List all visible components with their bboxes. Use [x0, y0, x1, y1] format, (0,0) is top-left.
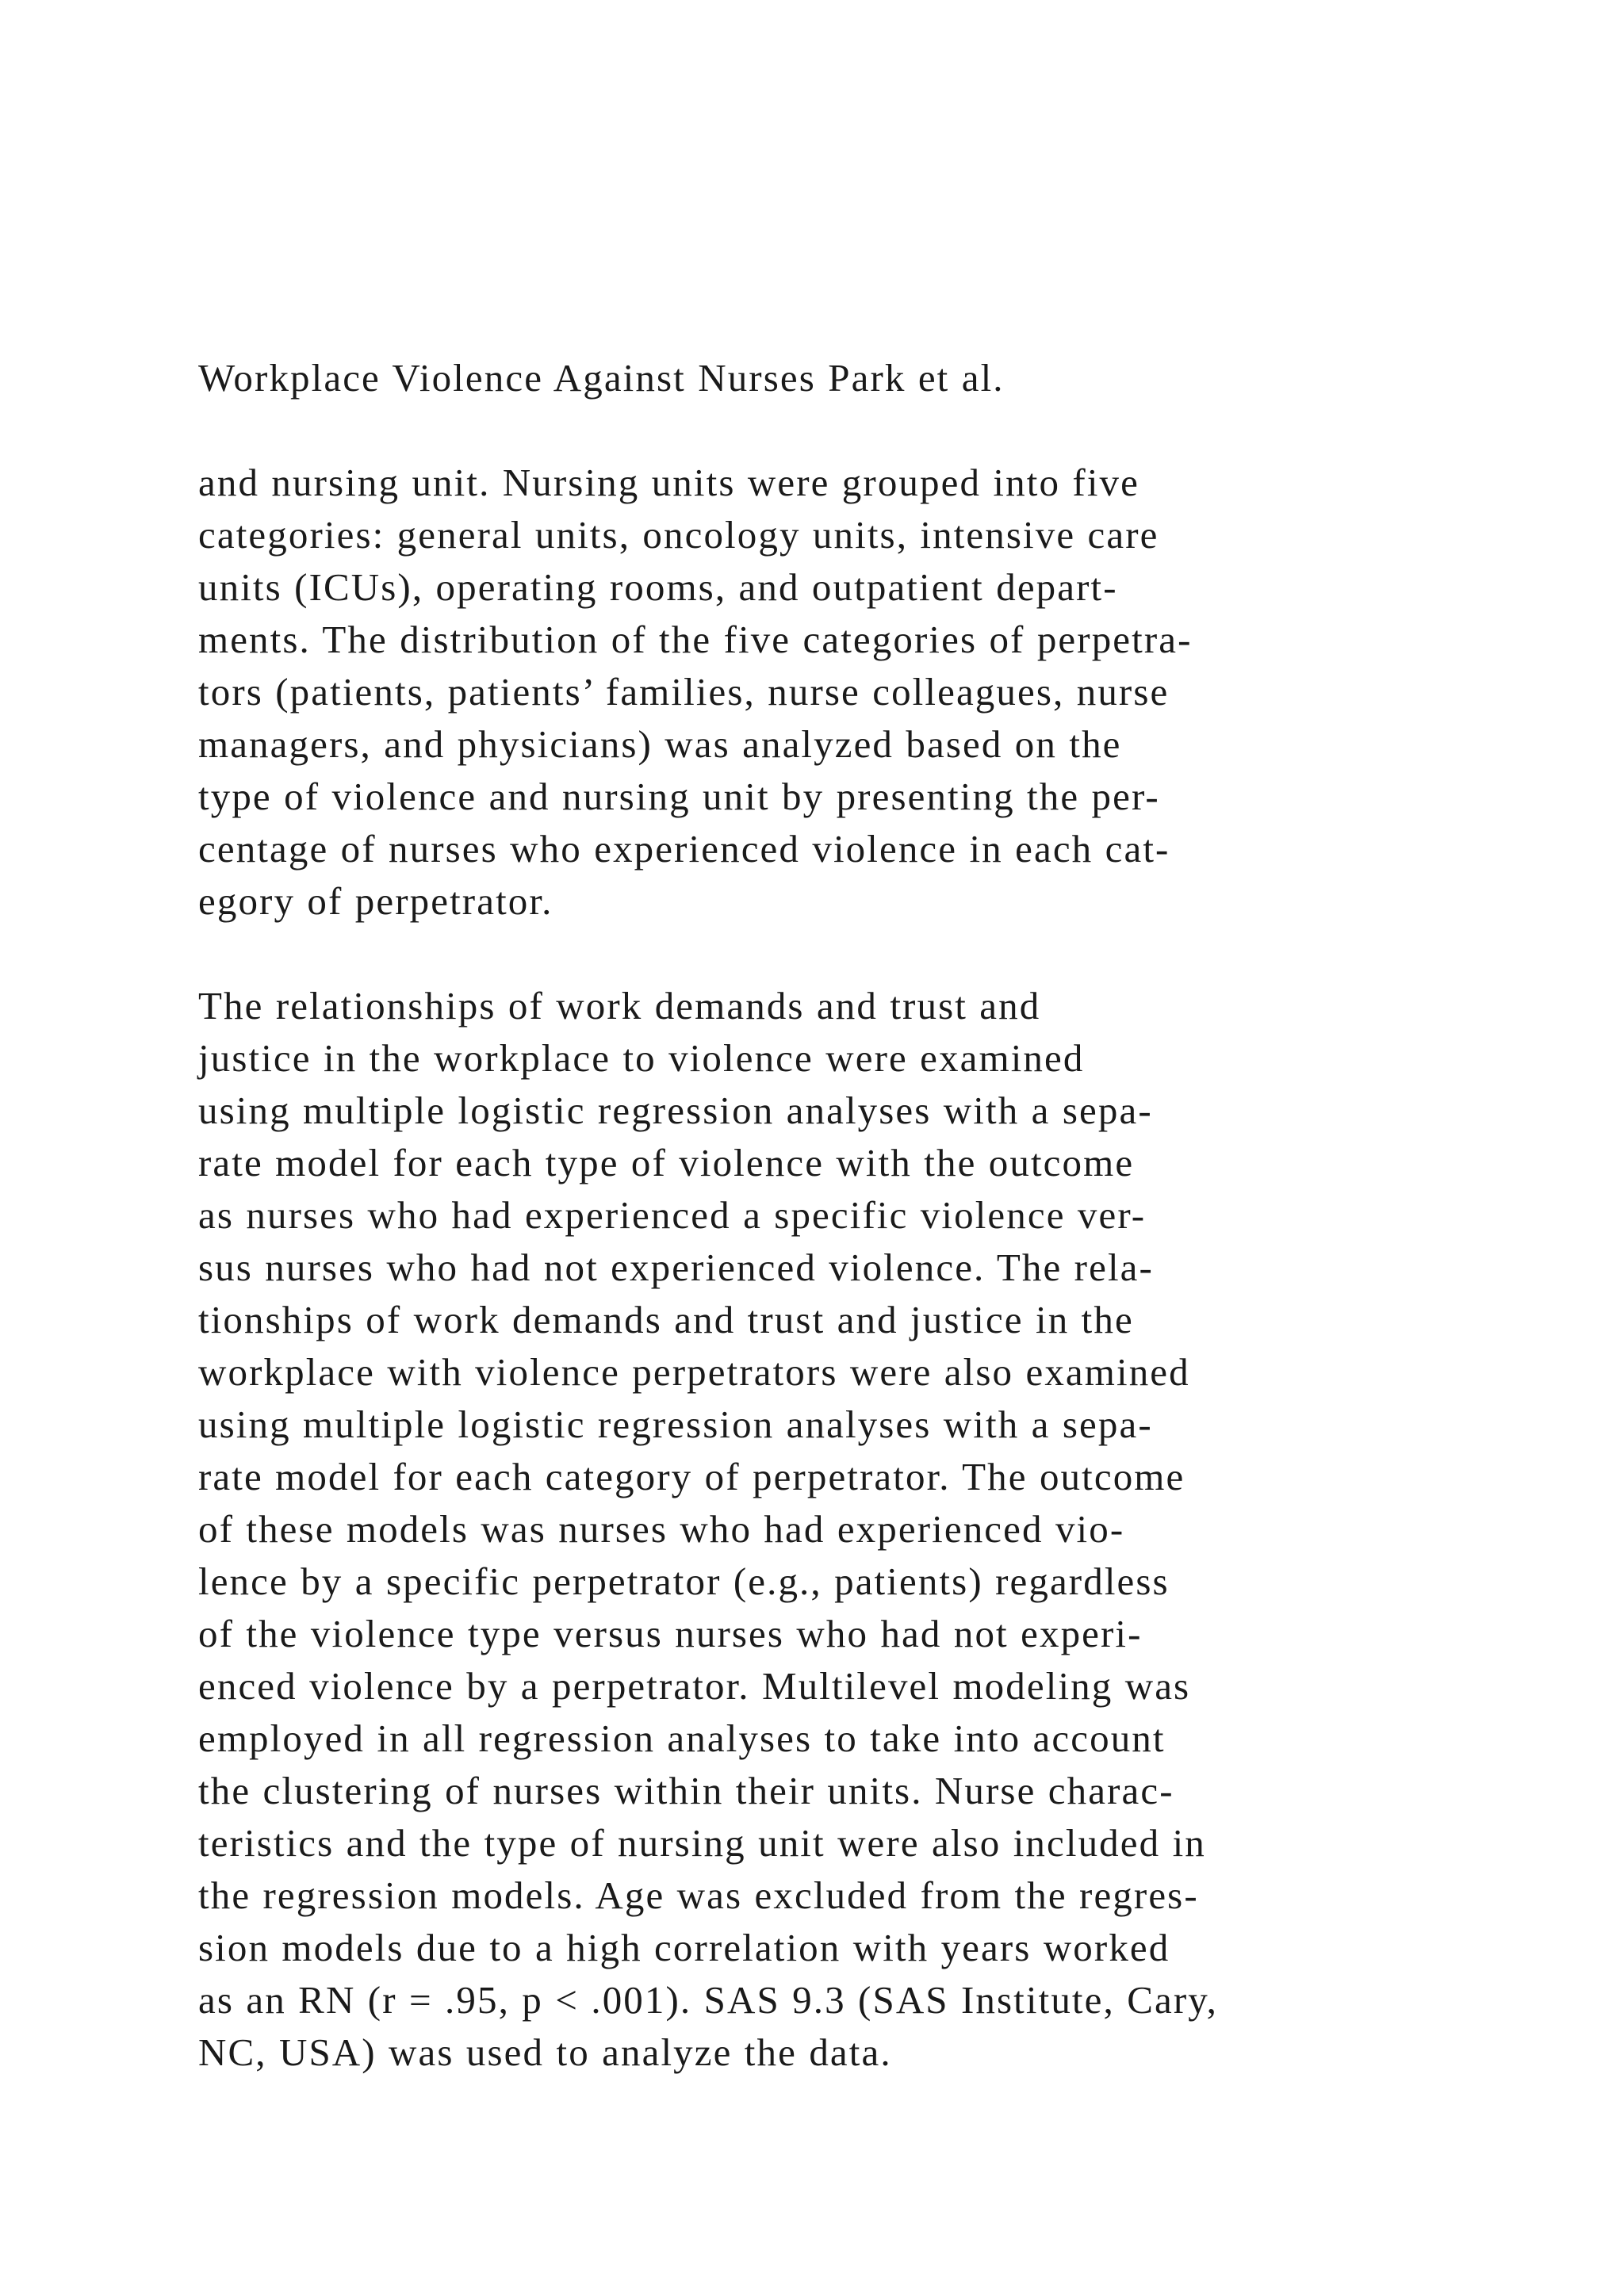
text-line: of the violence type versus nurses who had not experi- — [198, 1612, 1143, 1655]
text-line: employed in all regression analyses to take into account — [198, 1716, 1166, 1760]
text-line: using multiple logistic regression analyses with a sepa- — [198, 1402, 1153, 1446]
text-line: of these models was nurses who had experienced vio- — [198, 1507, 1125, 1551]
text-line: as an RN (r = .95, p < .001). SAS 9.3 (SAS Institute, Cary, — [198, 1978, 1219, 2022]
text-line: as nurses who had experienced a specific violence ver- — [198, 1193, 1147, 1237]
text-line: workplace with violence perpetrators were also examined — [198, 1350, 1190, 1394]
running-header — [198, 352, 1467, 404]
text-line: type of violence and nursing unit by presenting the per- — [198, 775, 1160, 818]
text-line: rate model for each category of perpetrator. The outcome — [198, 1455, 1185, 1498]
text-line: NC, USA) was used to analyze the data. — [198, 2030, 892, 2074]
text-line: The relationships of work demands and trust and — [198, 984, 1041, 1027]
text-line: egory of perpetrator. — [198, 879, 553, 923]
text-line: lence by a specific perpetrator (e.g., patients) regardless — [198, 1559, 1170, 1603]
text-line: tors (patients, patients’ families, nurse colleagues, nurse — [198, 670, 1170, 714]
text-line: sus nurses who had not experienced violence. The rela- — [198, 1246, 1154, 1289]
text-line: categories: general units, oncology units, intensive care — [198, 513, 1159, 557]
text-line: managers, and physicians) was analyzed based on the — [198, 722, 1122, 766]
text-line: enced violence by a perpetrator. Multilevel modeling was — [198, 1664, 1191, 1708]
paragraph-2 — [198, 980, 1467, 2079]
running-header-text: Workplace Violence Against Nurses Park et al. — [198, 356, 1005, 400]
text-line: the clustering of nurses within their units. Nurse charac- — [198, 1769, 1174, 1812]
text-line: the regression models. Age was excluded from the regres- — [198, 1873, 1199, 1917]
text-line: and nursing unit. Nursing units were grouped into five — [198, 461, 1139, 504]
text-line: justice in the workplace to violence were examined — [198, 1036, 1085, 1080]
text-line: units (ICUs), operating rooms, and outpatient depart- — [198, 565, 1118, 609]
text-line: tionships of work demands and trust and justice in the — [198, 1298, 1134, 1341]
text-line: sion models due to a high correlation with years worked — [198, 1926, 1170, 1969]
paragraph-1 — [198, 457, 1467, 928]
text-line: centage of nurses who experienced violence in each cat- — [198, 827, 1170, 871]
text-line: teristics and the type of nursing unit were also included in — [198, 1821, 1206, 1865]
text-line: using multiple logistic regression analyses with a sepa- — [198, 1089, 1153, 1132]
text-line: ments. The distribution of the five categories of perpetra- — [198, 618, 1193, 661]
text-line: rate model for each type of violence with the outcome — [198, 1141, 1135, 1184]
